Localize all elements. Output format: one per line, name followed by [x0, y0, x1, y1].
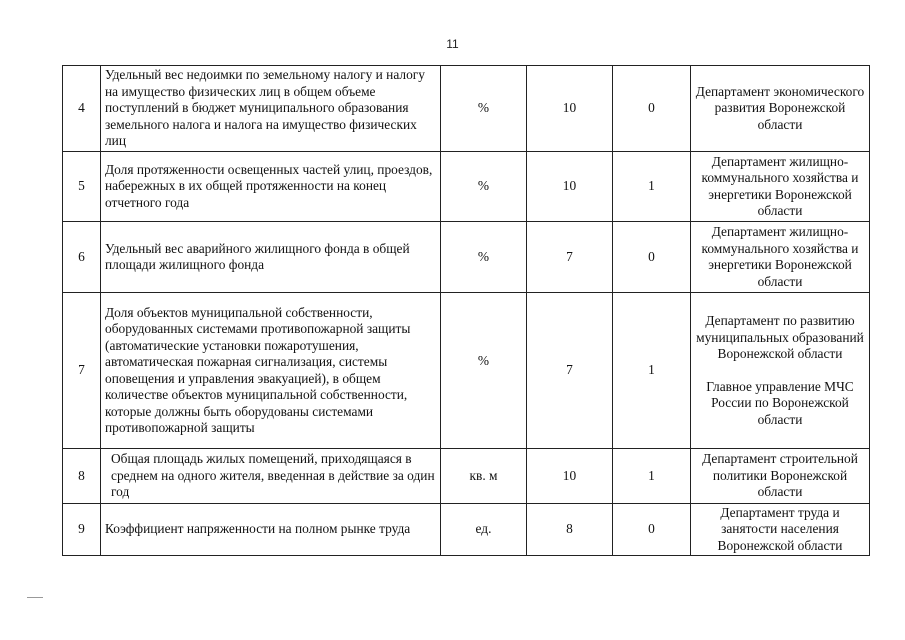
base-value: 1 [613, 449, 691, 504]
row-number: 9 [63, 504, 101, 556]
table-row [63, 449, 870, 504]
indicator-name: Доля протяженности освещенных частей улиц, проездов, набережных в их общей протяженности на конец отчетного года [101, 152, 441, 222]
responsible-text: Департамент жилищно-коммунального хозяйства и энергетики Воронежской области [701, 153, 859, 218]
responsible-text: Департамент по развитию муниципальных образований Воронежской области [696, 313, 864, 361]
unit: % [441, 152, 527, 222]
base-value: 0 [613, 222, 691, 293]
table-row [63, 152, 870, 222]
target-value: 10 [527, 449, 613, 504]
unit: ед. [441, 504, 527, 556]
table-row [63, 504, 870, 556]
responsible-body [691, 293, 870, 449]
base-value: 0 [613, 66, 691, 152]
indicator-name: Общая площадь жилых помещений, приходящаяся в среднем на одного жителя, введенная в действие за один год [101, 449, 441, 504]
responsible-text: Главное управление МЧС России по Воронежской области [706, 378, 854, 427]
margin-mark [27, 597, 43, 598]
table-row [63, 66, 870, 152]
indicator-name: Удельный вес недоимки по земельному налогу и налогу на имущество физических лиц в общем объеме поступлений в бюджет муниципального образования земельного налога и налога на имущество физических лиц [101, 66, 441, 152]
responsible-body [691, 504, 870, 556]
target-value: 7 [527, 222, 613, 293]
unit: % [441, 66, 527, 152]
responsible-text: Департамент труда и занятости населения Воронежской области [717, 504, 843, 553]
responsible-body [691, 66, 870, 152]
table-row [63, 293, 870, 449]
responsible-text: Департамент экономического развития Воронежской области [695, 83, 865, 132]
responsible-text: Департамент строительной политики Воронежской области [702, 451, 858, 500]
indicator-name: Удельный вес аварийного жилищного фонда в общей площади жилищного фонда [101, 222, 441, 293]
table-row [63, 222, 870, 293]
row-number: 5 [63, 152, 101, 222]
target-value: 7 [527, 293, 613, 449]
unit: % [441, 293, 527, 449]
target-value: 10 [527, 152, 613, 222]
target-value: 8 [527, 504, 613, 556]
base-value: 1 [613, 293, 691, 449]
row-number: 4 [63, 66, 101, 152]
indicator-name: Коэффициент напряженности на полном рынке труда [101, 504, 441, 556]
responsible-body [691, 152, 870, 222]
indicator-name: Доля объектов муниципальной собственности, оборудованных системами противопожарной защиты (автоматические установки пожаротушения, автоматическая пожарная сигнализация, системы оповещения и управления эвакуацией), в общем количестве объектов муниципальной собственности, которые должны быть оборудованы системами противопожарной защиты [101, 293, 441, 449]
unit: % [441, 222, 527, 293]
responsible-body [691, 222, 870, 293]
target-value: 10 [527, 66, 613, 152]
responsible-text: Департамент жилищно-коммунального хозяйства и энергетики Воронежской области [701, 224, 859, 289]
base-value: 0 [613, 504, 691, 556]
row-number: 8 [63, 449, 101, 504]
unit: кв. м [441, 449, 527, 504]
row-number: 7 [63, 293, 101, 449]
page-number: 11 [446, 37, 459, 51]
base-value: 1 [613, 152, 691, 222]
indicators-table [62, 65, 870, 556]
responsible-body [691, 449, 870, 504]
row-number: 6 [63, 222, 101, 293]
